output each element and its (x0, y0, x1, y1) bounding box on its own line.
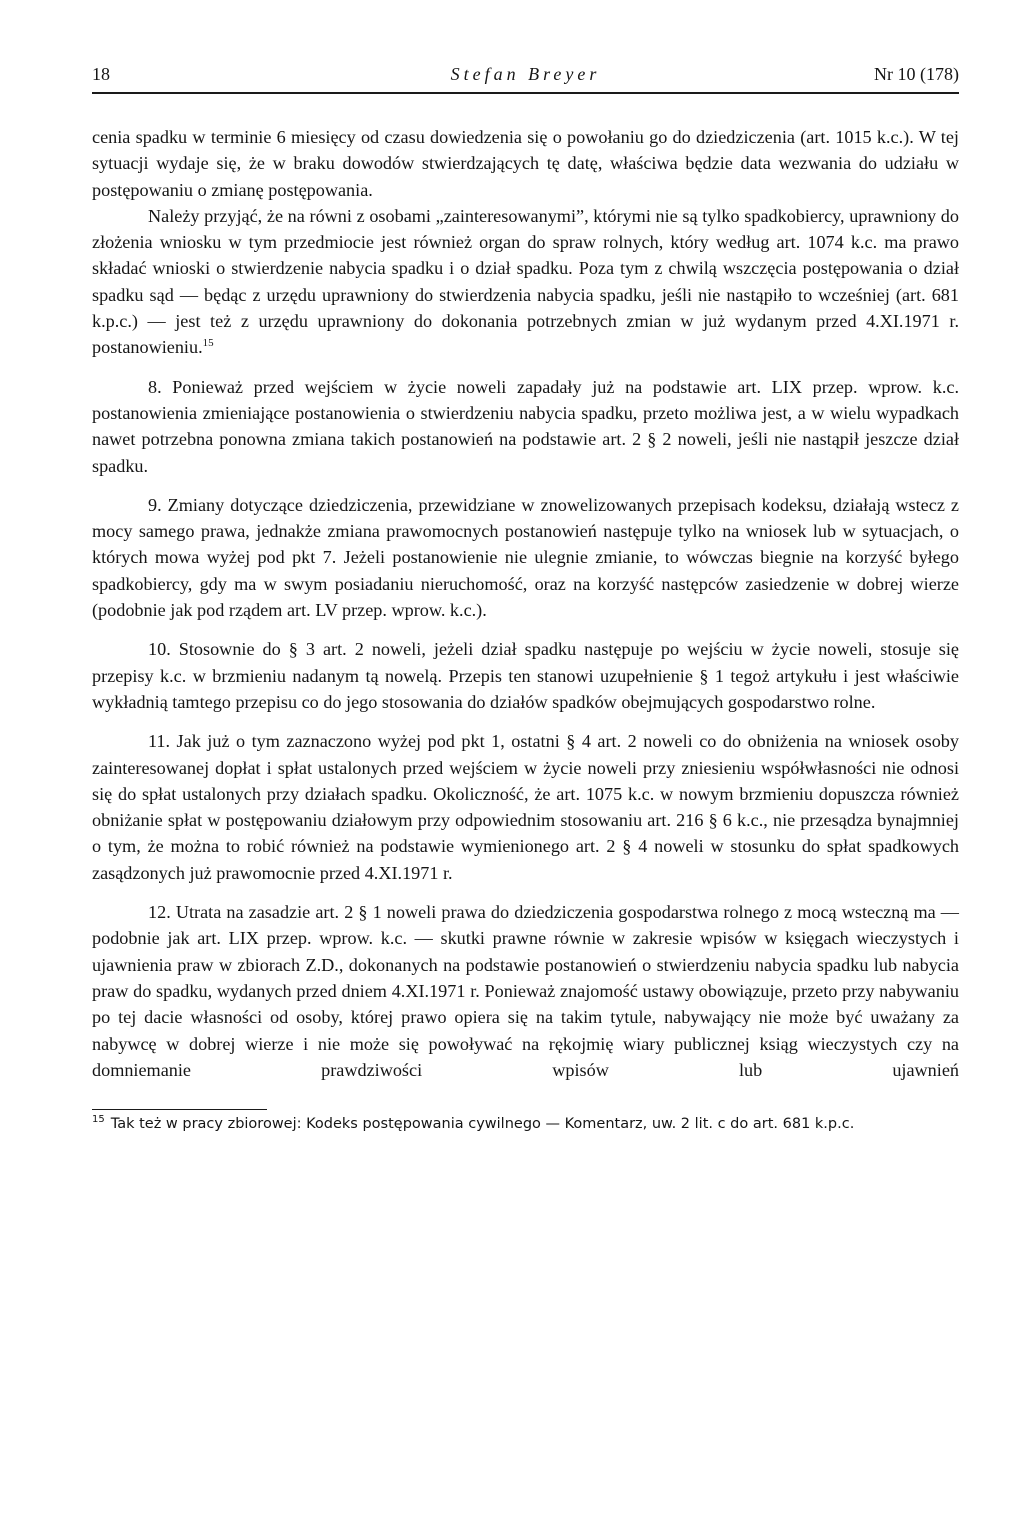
running-header (92, 62, 959, 94)
issue-number: Nr 10 (178) (874, 64, 959, 84)
paragraph-point-12: 12. Utrata na zasadzie art. 2 § 1 noweli prawa do dziedziczenia gospodarstwa rolnego z mocą wsteczną ma — podobnie jak art. LIX przep. wprow. k.c. — skutki prawne równie w zakresie wpisów w księgach wieczystych i ujawnienia praw w zbiorach Z.D., dokonanych na podstawie postanowień o stwierdzeniu nabycia spadku lub nabycia praw do spadku, wydanych przed dniem 4.XI.1971 r. Ponieważ znajomość ustawy obowiązuje, przeto przy nabywaniu po tej dacie własności od osoby, której prawo opiera się na takim tytule, nabywający nie może być uważany za nabywcę w dobrej wierze i nie może się powoływać na rękojmię wiary publicznej ksiąg wieczystych czy na domniemanie prawdziwości wpisów lub ujawnień (92, 902, 959, 1080)
paragraph-text: Należy przyjąć, że na równi z osobami „zainteresowanymi”, którymi nie są tylko spadkobiercy, uprawniony do złożenia wniosku w tym przedmiocie jest również organ do spraw rolnych, który według art. 1074 k.c. ma prawo składać wnioski o stwierdzenie nabycia spadku i o dział spadku. Poza tym z chwilą wszczęcia postępowania o dział spadku sąd — będąc z urzędu uprawniony do stwierdzenia nabycia spadku, jeśli nie nastąpiło to wcześniej (art. 681 k.p.c.) — jest też z urzędu uprawniony do dokonania potrzebnych zmian w już wydanym przed 4.XI.1971 r. postanowieniu. (92, 205, 959, 358)
paragraph-continuation: cenia spadku w terminie 6 miesięcy od czasu dowiedzenia się o powołaniu go do dziedziczenia (art. 1015 k.c.). W tej sytuacji wydaje się, że w braku dowodów stwierdzających tę datę, właściwa będzie data wezwania do udziału w postępowaniu o zmianę postępowania. (92, 127, 959, 200)
paragraph-point-11: 11. Jak już o tym zaznaczono wyżej pod pkt 1, ostatni § 4 art. 2 noweli co do obniżenia na wniosek osoby zainteresowanej dopłat i spłat ustalonych przed wejściem w życie noweli przy zniesieniu współwłasności nie odnosi się do spłat ustalonych przy działach spadku. Okoliczność, że art. 1075 k.c. w nowym brzmieniu dopuszcza również obniżanie spłat w postępowaniu działowym przy odpowiednim stosowaniu art. 216 § 6 k.c., nie przesądza bynajmniej o tym, że można to robić również na podstawie wymienionego art. 2 § 4 noweli w stosunku do spłat spadkowych zasądzonych już prawomocnie przed 4.XI.1971 r. (92, 731, 959, 883)
footnote-separator (92, 1109, 267, 1110)
page-number: 18 (92, 64, 110, 84)
paragraph-point-9: 9. Zmiany dotyczące dziedziczenia, przewidziane w znowelizowanych przepisach kodeksu, działają wstecz z mocy samego prawa, jednakże zmiana prawomocnych postanowień następuje tylko na wniosek lub w sytuacjach, o których mowa wyżej pod pkt 7. Jeżeli postanowienie nie ulegnie zmianie, to wówczas biegnie na korzyść byłego spadkobiercy, gdy ma w swym posiadaniu nieruchomość, oraz na korzyść następców zasiedzenie w dobrej wierze (podobnie jak pod rządem art. LV przep. wprow. k.c.). (92, 494, 959, 621)
paragraph-interested-parties (92, 203, 959, 361)
footnote-text: Tak też w pracy zbiorowej: Kodeks postępowania cywilnego — Komentarz, uw. 2 lit. c do art. 681 k.p.c. (110, 1116, 855, 1133)
running-title-author: Stefan Breyer (450, 64, 601, 84)
paragraph-point-10: 10. Stosownie do § 3 art. 2 noweli, jeżeli dział spadku następuje po wejściu w życie noweli, stosuje się przepisy k.c. w brzmieniu nadanym tą nowelą. Przepis ten stanowi uzupełnienie § 1 tegoż artykułu i jest właściwie wykładnią tamtego przepisu co do jego stosowania do działów spadków obejmujących gospodarstwo rolne. (92, 639, 959, 712)
body-text (92, 124, 959, 1083)
paragraph-point-8: 8. Ponieważ przed wejściem w życie noweli zapadały już na podstawie art. LIX przep. wprow. k.c. postanowienia zmieniające postanowienia o stwierdzeniu nabycia spadku, przeto możliwa jest, a w wielu wypadkach nawet potrzebna ponowna zmiana takich postanowień na podstawie art. 2 § 2 noweli, jeśli nie nastąpił jeszcze dział spadku. (92, 376, 959, 476)
footnote (92, 1114, 959, 1134)
footnote-mark: 15 (92, 1114, 105, 1126)
footnote-reference: 15 (202, 337, 214, 350)
page (92, 62, 959, 1134)
